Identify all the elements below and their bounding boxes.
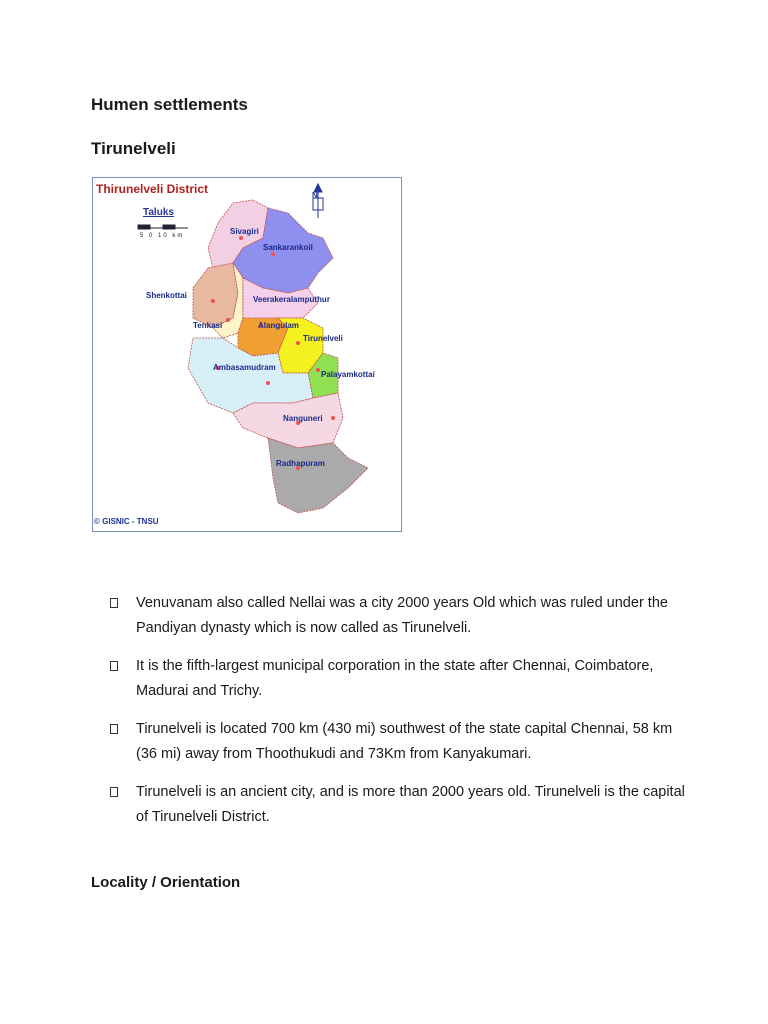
list-item-text: Tirunelveli is an ancient city, and is more than 2000 years old. Tirunelveli is the capital of Tirunelveli District. — [136, 784, 685, 825]
list-item — [110, 717, 690, 767]
label-veerakeralamputhur: Veerakeralamputhur — [253, 295, 330, 304]
document-subheading: Tirunelveli — [91, 139, 176, 158]
label-radhapuram: Radhapuram — [276, 459, 325, 468]
north-label: N — [312, 191, 318, 200]
checkbox-icon — [110, 787, 118, 797]
map-subtitle: Taluks — [143, 207, 174, 218]
checkbox-icon — [110, 661, 118, 671]
section-heading: Locality / Orientation — [91, 874, 241, 891]
label-nanguneri: Nanguneri — [283, 414, 323, 423]
label-tenkasi: Tenkasi — [193, 321, 223, 330]
document-heading: Humen settlements — [91, 95, 248, 114]
label-shenkottai: Shenkottai — [146, 291, 187, 300]
label-palayamkottai: Palayamkottai — [321, 370, 375, 379]
map-scale-label: 5 0 10 km — [140, 233, 185, 239]
bullet-list — [110, 591, 690, 843]
label-alangulam: Alangulam — [258, 321, 299, 330]
map-title: Thirunelveli District — [96, 182, 209, 196]
label-ambasamudram: Ambasamudram — [213, 363, 276, 372]
taluk-radhapuram — [268, 438, 368, 513]
label-sivagiri: Sivagiri — [230, 227, 259, 236]
label-sankarankoil: Sankarankoil — [263, 243, 313, 252]
taluk-shenkottai — [193, 263, 238, 328]
checkbox-icon — [110, 598, 118, 608]
scale-bar — [138, 225, 188, 229]
checkbox-icon — [110, 724, 118, 734]
list-item — [110, 654, 690, 704]
list-item — [110, 591, 690, 641]
district-map — [92, 177, 402, 532]
map-credit: © GISNIC - TNSU — [94, 517, 159, 526]
north-arrow-icon — [313, 184, 323, 218]
list-item-text: Venuvanam also called Nellai was a city 2000 years Old which was ruled under the Pandiyan dynasty which is now called as Tirunelveli. — [136, 595, 668, 636]
list-item — [110, 780, 690, 830]
label-tirunelveli: Tirunelveli — [303, 334, 343, 343]
list-item-text: It is the fifth-largest municipal corporation in the state after Chennai, Coimbatore, Madurai and Trichy. — [136, 658, 654, 699]
list-item-text: Tirunelveli is located 700 km (430 mi) southwest of the state capital Chennai, 58 km (36 mi) away from Thoothukudi and 73Km from Kanyakumari. — [136, 721, 673, 762]
